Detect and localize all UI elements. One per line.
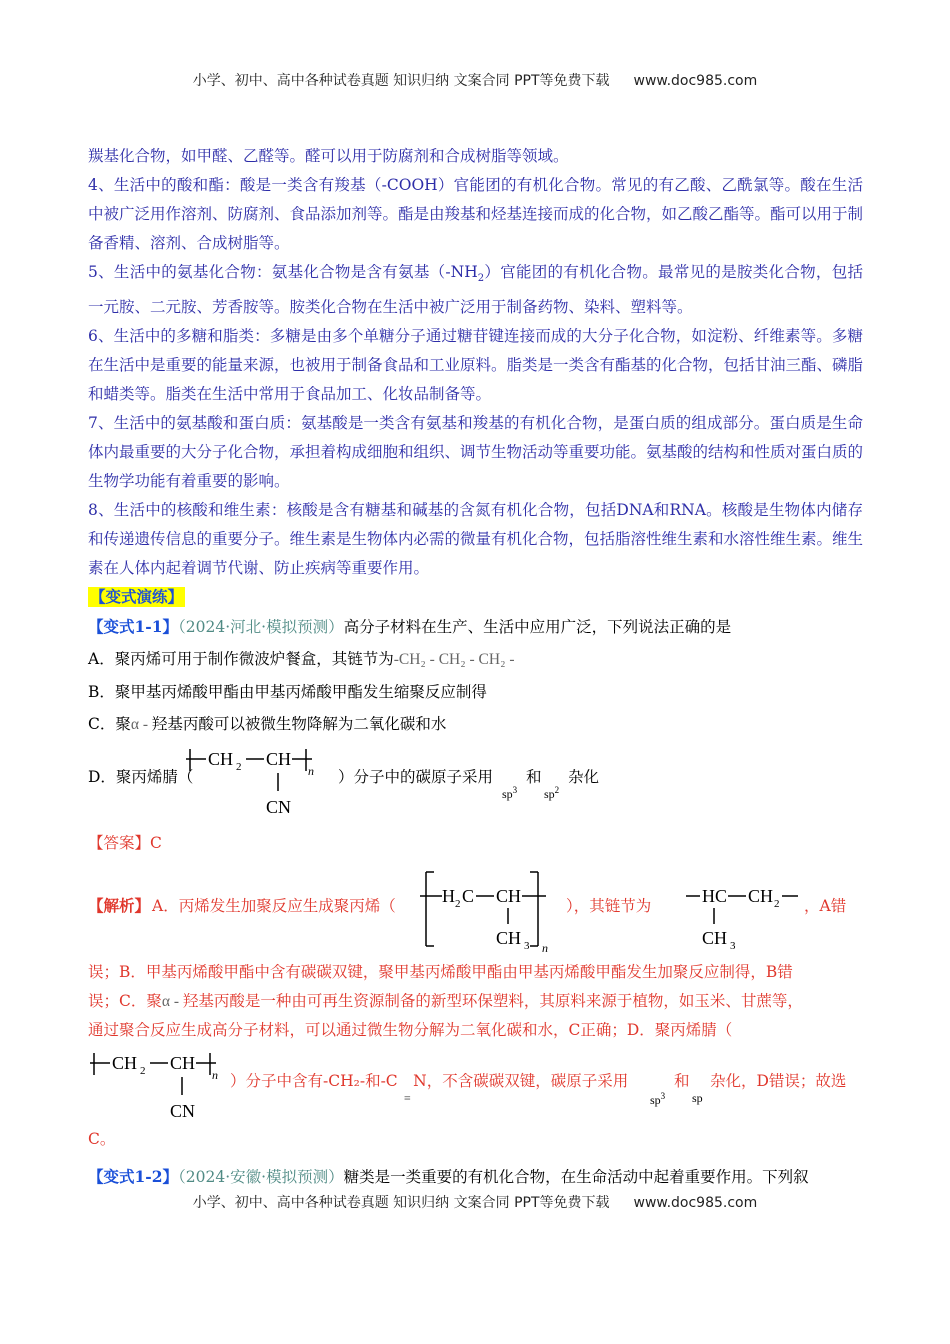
alpha-symbol: α - bbox=[161, 993, 183, 1011]
analysis-label: 【解析】 bbox=[88, 896, 151, 916]
option-a bbox=[88, 643, 863, 676]
paragraph-amino-a: 5、生活中的氨基化合物：氨基化合物是含有氨基（-NH bbox=[88, 263, 478, 281]
option-d bbox=[88, 741, 863, 823]
polyacrylonitrile-structure-2 bbox=[88, 1047, 238, 1125]
option-a-formula: -CH₂ - CH₂ - CH₂ - bbox=[393, 651, 515, 669]
svg-text:2: 2 bbox=[140, 1065, 146, 1078]
analysis-a7-and: 和 bbox=[674, 1072, 690, 1091]
sp3-label: $sp^3$ bbox=[502, 785, 518, 802]
paragraph-polysaccharide: 6、生活中的多糖和脂类：多糖是由多个单糖分子通过糖苷键连接而成的大分子化合物，如淀粉、纤维素等。多糖在生活中是重要的能量来源，也被用于制备食品和工业原料。脂类是一类含有酯基的化合物，包括甘油三酯、磷脂和蜡类等。脂类在生活中常用于食品加工、化妆品制备等。 bbox=[88, 327, 864, 404]
paragraph-amino bbox=[88, 258, 863, 322]
paragraph-nucleic-acid: 8、生活中的核酸和维生素：核酸是含有糖基和碱基的含氮有机化合物，包括DNA和RNA。核酸是生物体内储存和传递遗传信息的重要分子。维生素是生物体内必需的微量有机化合物，包括脂溶性维生素和水溶性维生素。维生素在人体内起着调节代谢、防止疾病等重要作用。 bbox=[88, 501, 864, 578]
option-c-post: 羟基丙酸可以被微生物降解为二氧化碳和水 bbox=[151, 715, 447, 734]
svg-text:CH: CH bbox=[748, 886, 774, 907]
svg-text:C: C bbox=[462, 886, 475, 907]
question-1-2-stem bbox=[88, 1162, 863, 1192]
question-text: 糖类是一类重要的有机化合物，在生命活动中起着重要作用。下列叙 bbox=[343, 1168, 809, 1187]
analysis-line-3: 误；C．聚α - 羟基丙酸是一种由可再生资源制备的新型环保塑料，其原料来源于植物，如玉米、甘蔗等， bbox=[88, 992, 803, 1011]
page-footer bbox=[0, 1192, 950, 1212]
ch2-group: CH bbox=[208, 749, 234, 770]
analysis-line-4: 通过聚合反应生成高分子材料，可以通过微生物分解为二氧化碳和水，C正确；D．聚丙烯腈（ bbox=[88, 1021, 733, 1040]
svg-text:2: 2 bbox=[455, 898, 461, 911]
header-url[interactable]: www.doc985.com bbox=[633, 73, 758, 89]
svg-text:CH: CH bbox=[170, 1053, 196, 1074]
svg-text:CH: CH bbox=[112, 1053, 138, 1074]
svg-text:CN: CN bbox=[170, 1101, 196, 1122]
question-text: 高分子材料在生产、生活中应用广泛，下列说法正确的是 bbox=[343, 618, 732, 637]
triple-bond-symbol: ≡ bbox=[404, 1091, 411, 1106]
svg-text:HC: HC bbox=[702, 886, 728, 907]
option-a-text: A．聚丙烯可用于制作微波炉餐盒，其链节为 bbox=[88, 650, 394, 669]
document-body bbox=[88, 142, 863, 1192]
chain-unit-structure bbox=[684, 872, 804, 952]
analysis-line-2: 误；B．甲基丙烯酸甲酯中含有碳碳双键，聚甲基丙烯酸甲酯由甲基丙烯酸甲酯发生加聚反应制得，B错 bbox=[88, 963, 793, 982]
cn-group: CN bbox=[266, 797, 292, 818]
analysis-line-5 bbox=[88, 1045, 863, 1125]
svg-text:CH: CH bbox=[702, 928, 728, 949]
sp2-label: $sp^2$ bbox=[544, 785, 560, 802]
svg-text:CH: CH bbox=[496, 886, 522, 907]
repeat-n: n bbox=[308, 764, 314, 779]
svg-text:n: n bbox=[542, 941, 548, 955]
paragraph-protein: 7、生活中的氨基酸和蛋白质：氨基酸是一类含有氨基和羧基的有机化合物，是蛋白质的组成部分。蛋白质是生命体内最重要的大分子化合物，承担着构成细胞和组织、调节生物活动等重要功能。氨基酸的结构和性质对蛋白质的生物学功能有着重要的影响。 bbox=[88, 414, 864, 491]
option-d-pre: D．聚丙烯腈（ bbox=[88, 768, 194, 787]
analysis-line-1 bbox=[88, 862, 863, 954]
svg-text:H: H bbox=[442, 886, 455, 907]
ch-group: CH bbox=[266, 749, 292, 770]
svg-text:CH: CH bbox=[496, 928, 522, 949]
subscript-2: 2 bbox=[236, 761, 242, 774]
analysis-a1: A．丙烯发生加聚反应生成聚丙烯（ bbox=[152, 897, 396, 916]
svg-text:3: 3 bbox=[730, 940, 736, 953]
polyacrylonitrile-structure bbox=[184, 743, 354, 821]
polypropylene-structure bbox=[418, 862, 568, 954]
paragraph-amino-b: ）官能团的有机化合物。最常见的是胺类化合物，包括一元胺、二元胺、芳香胺等。胺类化合物在生活中被广泛用于制备药物、染料、塑料等。 bbox=[88, 263, 863, 317]
question-source: （2024·河北·模拟预测） bbox=[178, 618, 344, 637]
page-header bbox=[0, 70, 950, 90]
analysis-line-6: C。 bbox=[88, 1130, 116, 1149]
option-d-and: 和 bbox=[526, 768, 542, 787]
header-text: 小学、初中、高中各种试卷真题 知识归纳 文案合同 PPT等免费下载 bbox=[192, 73, 610, 89]
footer-url[interactable]: www.doc985.com bbox=[633, 1195, 758, 1211]
question-label: 【变式1-2】 bbox=[88, 1167, 179, 1187]
svg-text:3: 3 bbox=[524, 940, 530, 953]
analysis-a7: ）分子中含有-CH₂-和-C N，不含碳碳双键，碳原子采用 bbox=[230, 1072, 629, 1091]
alpha-symbol: α - bbox=[130, 716, 152, 734]
option-d-post: ）分子中的碳原子采用 bbox=[338, 768, 494, 787]
question-label: 【变式1-1】 bbox=[88, 617, 179, 637]
sp3-label-2: $sp^3$ bbox=[650, 1091, 666, 1108]
option-b: B．聚甲基丙烯酸甲酯由甲基丙烯酸甲酯发生缩聚反应制得 bbox=[88, 683, 487, 702]
question-source: （2024·安徽·模拟预测） bbox=[178, 1168, 344, 1187]
option-c bbox=[88, 708, 863, 741]
footer-text: 小学、初中、高中各种试卷真题 知识归纳 文案合同 PPT等免费下载 bbox=[192, 1195, 610, 1211]
section-title: 【变式演练】 bbox=[90, 587, 184, 607]
analysis-a7-end: 杂化，D错误；故选 bbox=[710, 1072, 847, 1091]
subscript-2: 2 bbox=[477, 273, 485, 285]
paragraph-acid-ester: 4、生活中的酸和酯：酸是一类含有羧基（-COOH）官能团的有机化合物。常见的有乙酸、乙酰氯等。酸在生活中被广泛用作溶剂、防腐剂、食品添加剂等。酯是由羧基和烃基连接而成的化合物，如乙酸乙酯等。酯可以用于制备香精、溶剂、合成树脂等。 bbox=[88, 176, 864, 252]
paragraph-aldehyde: 羰基化合物，如甲醛、乙醛等。醛可以用于防腐剂和合成树脂等领域。 bbox=[88, 147, 569, 165]
svg-text:2: 2 bbox=[774, 898, 780, 911]
question-1-1-stem bbox=[88, 611, 863, 643]
sp-label: sp bbox=[692, 1091, 703, 1106]
svg-text:n: n bbox=[212, 1068, 218, 1083]
option-d-end: 杂化 bbox=[568, 768, 600, 787]
option-c-pre: C．聚 bbox=[88, 715, 131, 734]
answer: 【答案】C bbox=[88, 834, 162, 853]
analysis-a3: ，A错 bbox=[804, 897, 847, 916]
analysis-a2: ），其链节为 bbox=[566, 897, 652, 916]
